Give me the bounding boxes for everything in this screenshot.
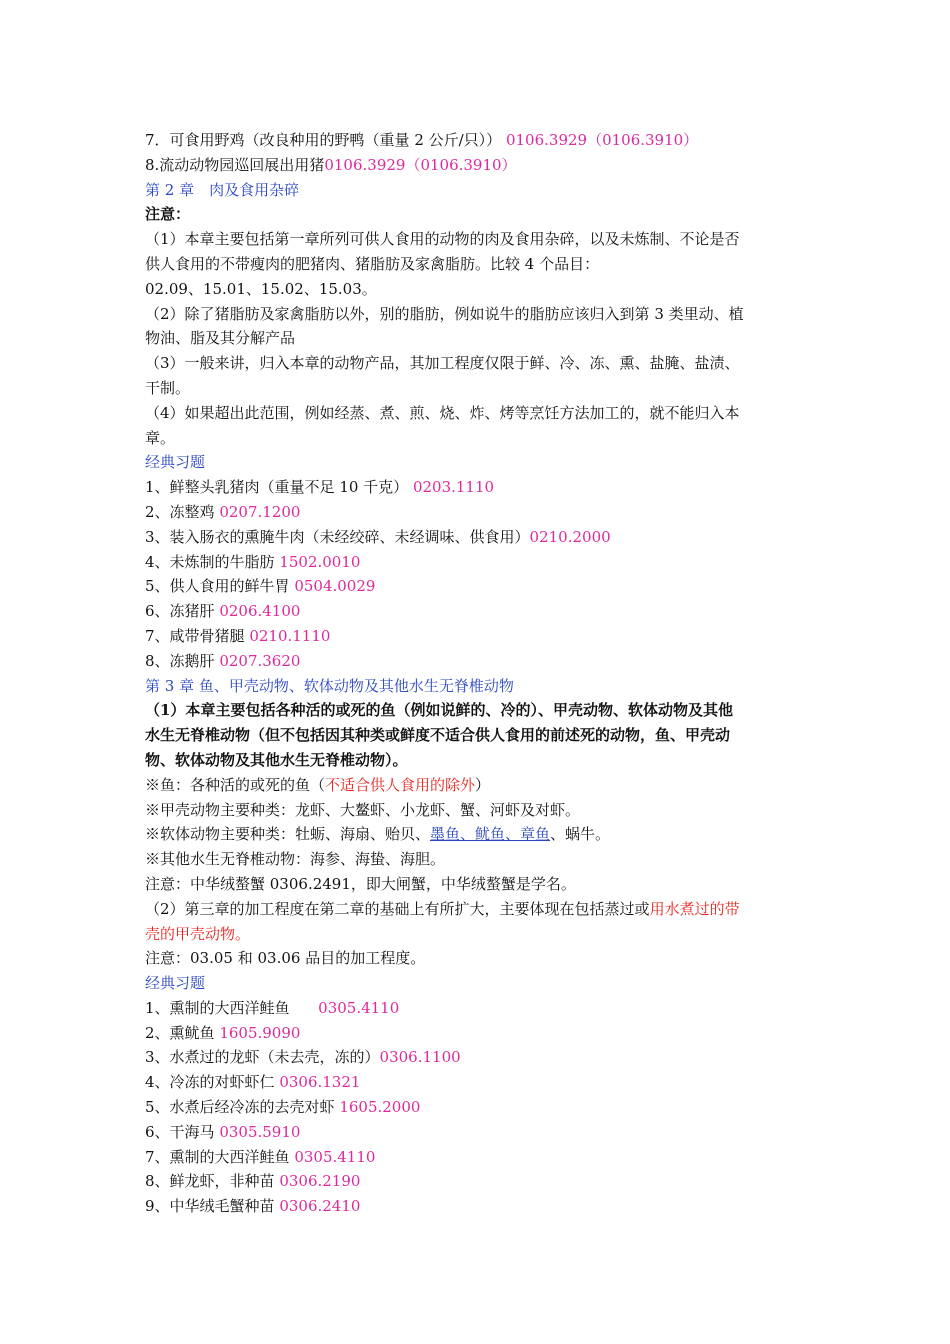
ch2-para-4-line-2: 章。 [145,428,176,447]
hs-code: 0306.2190 [274,1172,361,1191]
hs-code: 0106.3929（0106.3910） [501,131,699,149]
hs-code: 0305.5910 [214,1122,301,1141]
exercise-item: 4、冷冻的对虾虾仁 0306.1321 [145,1073,361,1092]
hs-code: 0210.1110 [244,626,331,645]
ch3-bold-para-line-1: （1）本章主要包括各种活的或死的鱼（例如说鲜的、冷的）、甲壳动物、软体动物及其他 [145,701,733,720]
exercise-item: 3、装入肠衣的熏腌牛肉（未经绞碎、未经调味、供食用）0210.2000 [145,527,611,546]
exercise-item: 1、熏制的大西洋鲑鱼 0305.4110 [145,998,400,1017]
ch2-para-3-line-2: 干制。 [145,378,191,397]
exercise-item: 2、冻整鸡 0207.1200 [145,502,301,521]
exercise-item: 6、干海马 0305.5910 [145,1122,301,1141]
ch3-bold-para-line-3: 物、软体动物及其他水生无脊椎动物）。 [145,750,408,769]
hs-code: 0305.4110 [289,998,400,1017]
ch3-bold-para-line-2: 水生无脊椎动物（但不包括因其种类或鲜度不适合供人食用的前述死的动物，鱼、甲壳动 [145,726,731,745]
highlight-text: 不适合供人食用的除外 [325,775,476,794]
crustacean-list: ※甲壳动物主要种类：龙虾、大鳌虾、小龙虾、蟹、河虾及对虾。 [145,800,581,819]
ch3-note-2: 注意：03.05 和 03.06 品目的加工程度。 [145,949,426,968]
chapter-3-title: 第 3 章 鱼、甲壳动物、软体动物及其他水生无脊椎动物 [145,676,514,695]
ch2-para-1-line-1: （1）本章主要包括第一章所列可供人食用的动物的肉及食用杂碎，以及未炼制、不论是否 [145,230,740,249]
hs-code: 0305.4110 [289,1147,376,1166]
exercise-item: 5、水煮后经冷冻的去壳对虾 1605.2000 [145,1098,421,1117]
ch3-para-2-line-2: 壳的甲壳动物。 [145,924,251,943]
exercise-item: 4、未炼制的牛脂肪 1502.0010 [145,552,361,571]
hs-code: 0207.1200 [214,502,301,521]
hs-code: 0203.1110 [408,478,495,497]
exercise-item: 2、熏鱿鱼 1605.9090 [145,1023,301,1042]
hs-code: 0306.1100 [379,1048,461,1067]
hs-code: 0106.3929（0106.3910） [324,155,517,174]
fish-definition: ※鱼：各种活的或死的鱼（不适合供人食用的除外） [145,775,491,794]
other-invertebrates: ※其他水生无脊椎动物：海参、海蛰、海胆。 [145,850,446,869]
ch2-para-3-line-1: （3）一般来讲，归入本章的动物产品，其加工程度仅限于鲜、冷、冻、熏、盐腌、盐渍、 [145,354,740,373]
hs-code: 0306.1321 [274,1073,361,1092]
exercise-item: 1、鲜整头乳猪肉（重量不足 10 千克） 0203.1110 [145,478,495,497]
hs-code: 1502.0010 [274,552,361,571]
crab-note: 注意：中华绒螯蟹 0306.2491，即大闸蟹，中华绒螯蟹是学名。 [145,874,576,893]
ch2-exercise-title: 经典习题 [145,453,206,472]
mollusc-list: ※软体动物主要种类：牡蛎、海扇、贻贝、墨鱼、鱿鱼、章鱼、蜗牛。 [145,825,611,844]
hs-code: 0306.2410 [274,1197,361,1216]
hs-code: 0210.2000 [529,527,611,546]
hs-code: 1605.9090 [214,1023,301,1042]
document-body [145,128,825,1219]
exercise-item: 3、水煮过的龙虾（未去壳，冻的）0306.1100 [145,1048,461,1067]
exercise-item: 8、鲜龙虾，非种苗 0306.2190 [145,1172,361,1191]
item-line-7: 7．可食用野鸡（改良种用的野鸭（重量 2 公斤/只）） 0106.3929（0106.3910） [145,131,699,149]
ch2-para-2-line-1: （2）除了猪脂肪及家禽脂肪以外，别的脂肪，例如说牛的脂肪应该归入到第 3 类里动、植 [145,304,744,323]
hs-code: 1605.2000 [334,1098,421,1117]
highlight-text: 用水煮过的带 [649,899,740,918]
exercise-item: 7、熏制的大西洋鲑鱼 0305.4110 [145,1147,376,1166]
hs-code: 0206.4100 [214,602,301,621]
mollusc-link[interactable]: 墨鱼、鱿鱼、章鱼 [430,825,551,844]
ch2-para-1-line-3: 02.09、15.01、15.02、15.03。 [145,279,377,298]
item-line-8: 8.流动动物园巡回展出用猪0106.3929（0106.3910） [145,155,517,174]
hs-code: 0504.0029 [289,577,376,596]
ch3-para-2-line-1: （2）第三章的加工程度在第二章的基础上有所扩大，主要体现在包括蒸过或用水煮过的带 [145,899,740,918]
exercise-item: 5、供人食用的鲜牛胃 0504.0029 [145,577,376,596]
exercise-item: 9、中华绒毛蟹种苗 0306.2410 [145,1197,361,1216]
ch2-para-2-line-2: 物油、脂及其分解产品 [145,329,296,348]
hs-code: 0207.3620 [214,651,301,670]
note-label: 注意： [145,205,191,224]
exercise-item: 8、冻鹅肝 0207.3620 [145,651,301,670]
ch2-para-1-line-2: 供人食用的不带瘦肉的肥猪肉、猪脂肪及家禽脂肪。比较 4 个品目： [145,254,600,273]
ch2-para-4-line-1: （4）如果超出此范围，例如经蒸、煮、煎、烧、炸、烤等烹饪方法加工的，就不能归入本 [145,403,740,422]
exercise-item: 7、咸带骨猪腿 0210.1110 [145,626,331,645]
chapter-2-title: 第 2 章 肉及食用杂碎 [145,180,300,199]
ch3-exercise-title: 经典习题 [145,974,206,993]
exercise-item: 6、冻猪肝 0206.4100 [145,602,301,621]
